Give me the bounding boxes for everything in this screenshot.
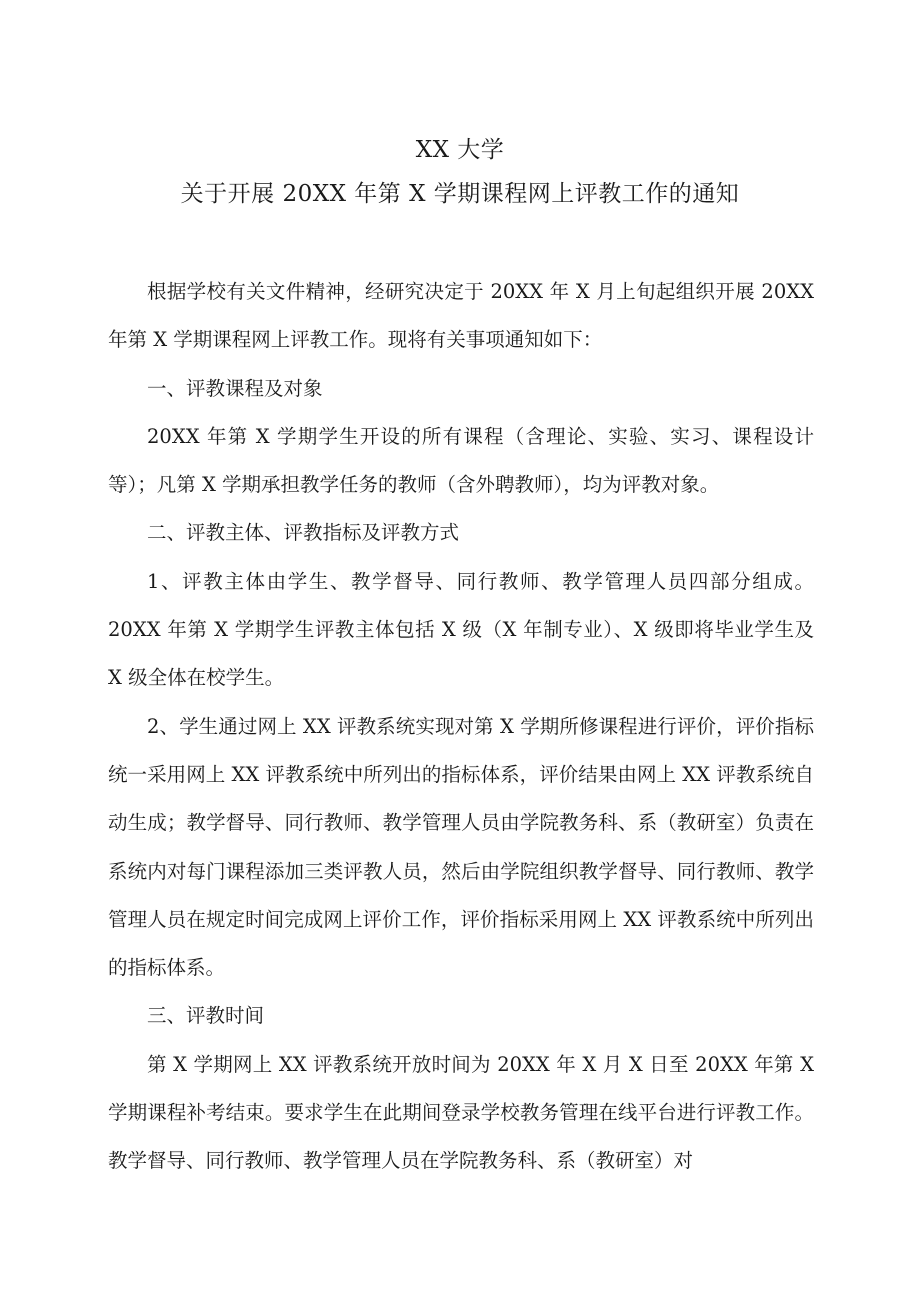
section-heading-3: 三、评教时间	[147, 1004, 265, 1028]
document-body	[108, 268, 814, 1186]
body-paragraph: 20XX 年第 X 学期学生开设的所有课程（含理论、实验、实习、课程设计等）；凡第 X 学期承担教学任务的教师（含外聘教师），均为评教对象。	[108, 424, 814, 497]
body-paragraph: 2、学生通过网上 XX 评教系统实现对第 X 学期所修课程进行评价，评价指标统一采用网上 XX 评教系统中所列出的指标体系，评价结果由网上 XX 评教系统自动生成；教学督导、同行教师、教学管理人员由学院教务科、系（教研室）负责在系统内对每门课程添加三类评教人员，然后由学院组织教学督导、同行教师、教学管理人员在规定时间完成网上评价工作，评价指标采用网上 XX 评教系统中所列出的指标体系。	[108, 714, 814, 980]
section-heading-1: 一、评教课程及对象	[147, 376, 323, 400]
body-paragraph: 第 X 学期网上 XX 评教系统开放时间为 20XX 年 X 月 X 日至 20XX 年第 X 学期课程补考结束。要求学生在此期间登录学校教务管理在线平台进行评教工作。教学督导、同行教师、教学管理人员在学院教务科、系（教研室）对	[108, 1052, 814, 1173]
university-name: XX 大学	[415, 137, 505, 163]
title-block	[0, 128, 920, 216]
body-paragraph: 1、评教主体由学生、教学督导、同行教师、教学管理人员四部分组成。20XX 年第 X 学期学生评教主体包括 X 级（X 年制专业）、X 级即将毕业学生及 X 级全体在校学生。	[108, 569, 814, 690]
notice-title: 关于开展 20XX 年第 X 学期课程网上评教工作的通知	[180, 181, 740, 207]
intro-paragraph: 根据学校有关文件精神，经研究决定于 20XX 年 X 月上旬起组织开展 20XX 年第 X 学期课程网上评教工作。现将有关事项通知如下：	[108, 280, 814, 352]
section-heading-2: 二、评教主体、评教指标及评教方式	[147, 521, 460, 545]
